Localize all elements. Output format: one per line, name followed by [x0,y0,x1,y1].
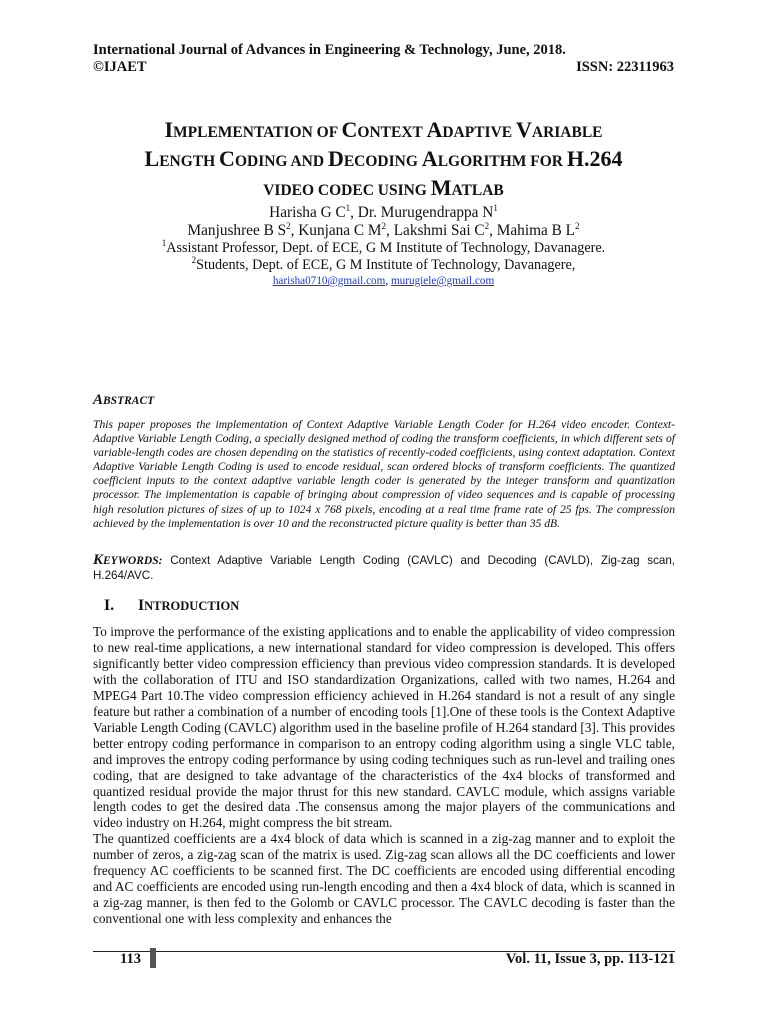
section-heading [104,597,239,615]
author-sup: 1 [345,203,351,213]
email-link-1[interactable]: harisha0710@gmail.com [272,275,386,287]
title-part: V [516,117,532,142]
keywords-label-initial: K [93,552,104,568]
email-separator: , [385,275,391,287]
journal-header: International Journal of Advances in Engineering & Technology, June, 2018. [93,42,566,58]
title-part: ARIABLE [531,124,603,141]
title-part: C [219,146,235,171]
author-sup: 1 [493,203,498,213]
title-part: DAPTIVE [442,124,516,141]
title-line-3 [93,175,674,204]
title-line-2 [93,146,674,175]
title-line-1 [93,117,674,146]
author-sup: 2 [381,221,387,231]
keywords [93,553,675,583]
title-part: ATLAB [451,182,504,199]
issn-label: ISSN: 22311963 [576,59,674,75]
title-part: A [426,117,443,142]
affiliation-text: Students, Dept. of ECE, G M Institute of Technology, Davanagere, [196,257,576,273]
author-name: Harisha G C [269,204,346,221]
author-row-2 [93,222,674,240]
title-part: LGORITHM FOR [437,153,567,170]
author-block [93,204,674,288]
title-part: H.264 [566,146,623,171]
email-row [93,274,674,288]
author-name: , Mahima B L [489,222,575,239]
title-part: ONTEXT [357,124,427,141]
keywords-label [93,552,162,568]
abstract-heading-rest: BSTRACT [103,395,155,407]
author-sup: 2 [484,221,490,231]
keywords-text: Context Adaptive Variable Length Coding (CAVLC) and Decoding (CAVLD), Zig-zag scan, H.264/AVC. [93,554,675,582]
title-part: MPLEMENTATION OF [173,124,342,141]
title-part: ENGTH [159,153,220,170]
page-number-bar [150,948,156,968]
abstract-heading [93,392,154,409]
affiliation-sup: 2 [191,255,197,265]
title-part: A [421,146,438,171]
volume-info: Vol. 11, Issue 3, pp. 113-121 [505,951,675,967]
paper-title [93,117,674,204]
keywords-label-rest: EYWORDS: [103,555,163,567]
section-number: I. [104,597,115,614]
affiliation-1 [93,240,674,257]
title-part: D [327,146,344,171]
title-part: ECODING [343,153,422,170]
author-name: , Dr. Murugendrappa N [350,204,494,221]
author-name: , Kunjana C M [290,222,382,239]
title-part: C [341,117,358,142]
abstract-text: This paper proposes the implementation of Context Adaptive Variable Length Coder for H.264 video encoder. Context-Adaptive Variable Length Coding, a specially designed method of coding the transform coefficients, in which different sets of variable-length codes are chosen depending on the statistics of recently-coded coefficients, using context adaptation. Context Adaptive Variable Length Coding is used to encode residual, scan ordered blocks of transform coefficients. The quantized coefficient inputs to the context adaptive variable length coder is generated by the integer transform and quantization processor. The implementation is capable of bringing about compression of video sequences and is capable of processing high resolution pictures of sizes of up to 1024 x 768 pixels, encoding at a real time frame rate of 25 fps. The compression achieved by the implementation is over 10 and the reconstructed picture quality is better than 35 dB. [93,418,675,530]
paragraph: The quantized coefficients are a 4x4 block of data which is scanned in a zig-zag manner and to exploit the number of zeros, a zig-zag scan of the matrix is used. Zig-zag scan allows all the DC coefficients and lower frequency AC coefficients to be scanned first. The DC coefficients are encoded using differential encoding and AC coefficients are encoded using run-length encoding and then a 4x4 block of data, which is scanned in a zig-zag manner, is then fed to the Golomb or CAVLC processor. The CAVLC decoding is faster than the conventional one with less complexity and enhances the [93,831,675,927]
title-part: VIDEO CODEC USING [263,182,431,199]
abstract-heading-initial: A [93,392,104,408]
copyright-label: ©IJAET [93,59,147,75]
title-part: ODING AND [234,153,328,170]
title-part: L [144,146,160,171]
header-meta [93,59,674,76]
author-sup: 2 [286,221,291,231]
author-row-1 [93,204,674,222]
email-link-2[interactable]: murugiele@gmail.com [390,275,495,287]
author-name: Manjushree B S [187,222,287,239]
author-name: , Lakshmi Sai C [386,222,485,239]
title-part: M [430,175,452,200]
affiliation-text: Assistant Professor, Dept. of ECE, G M Institute of Technology, Davanagere. [166,240,606,256]
section-title-rest: NTRODUCTION [144,599,240,613]
title-part: I [164,117,174,142]
author-sup: 2 [574,221,580,231]
section-title-initial: I [138,597,145,614]
affiliation-2 [93,257,674,274]
affiliation-sup: 1 [161,238,167,248]
body-text [93,624,675,927]
paragraph: To improve the performance of the existing applications and to enable the applicability of video compression to new real-time applications, a new international standard for video compression is developed. This offers significantly better video compression efficiency than previous video compression standards. It is developed with the collaboration of ITU and ISO standardization Organizations, called with two names, H.264 and MPEG4 Part 10.The video compression efficiency achieved in H.264 standard is not a result of any single feature but rather a combination of a number of encoding tools [1].One of these tools is the Context Adaptive Variable Length Coding (CAVLC) algorithm used in the baseline profile of H.264 standard [3]. This provides better entropy coding performance in comparison to an entropy coding algorithm using a single VLC table, and improves the entropy coding performance by using coding techniques such as run-level and trailing ones coding, that are designed to take advantage of the characteristics of the 4x4 blocks of transformed and quantized residual provide the major thrust for this new standard. CAVLC module, which assigns variable length codes to get the desired data .The consensus among the major players of the communications and video industry on H.264, might compress the bit stream. [93,624,675,831]
page-number: 113 [120,951,141,967]
